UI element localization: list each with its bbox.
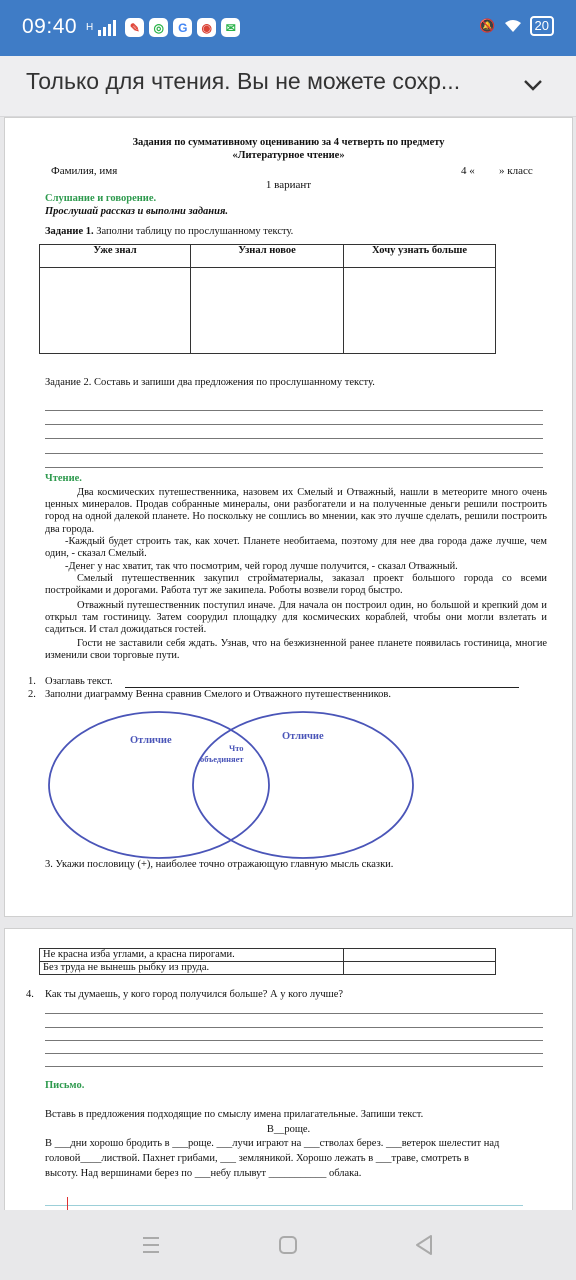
q1-text: Озаглавь текст. <box>45 676 113 687</box>
proverb-cell: Не красна изба углами, а красна пирогами. <box>40 949 344 962</box>
status-bar <box>0 0 576 56</box>
task1-heading <box>45 226 293 237</box>
app-notification-icon: ✎ <box>125 18 144 37</box>
writing-text-line: высоту. Над вершинами берез по ___небу плывут ___________ облака. <box>45 1168 362 1179</box>
story-paragraph: Смелый путешественник закупил стройматериалы, заказал проект большого города со всеми постройками и дорогами. Работа тут же закипела. Роботы возвели город быстро. <box>45 573 547 597</box>
table-row <box>40 962 496 975</box>
table-header-row <box>40 245 496 268</box>
table-row <box>40 949 496 962</box>
read-only-banner <box>0 56 576 117</box>
venn-center-label-1: Что <box>229 743 244 753</box>
recent-apps-icon[interactable] <box>141 1235 161 1255</box>
table-cell <box>344 268 496 354</box>
section-reading: Чтение. <box>45 473 82 484</box>
venn-diagram <box>45 706 417 864</box>
table-cell <box>191 268 344 354</box>
document-page-2 <box>4 928 573 1212</box>
app-notification-icon: ◎ <box>149 18 168 37</box>
answer-line <box>45 467 543 468</box>
answer-line <box>45 1205 523 1206</box>
answer-line <box>45 424 543 425</box>
google-icon: G <box>173 18 192 37</box>
listening-instruction: Прослушай рассказ и выполни задания. <box>45 206 229 217</box>
grade-label-end: » класс <box>499 165 533 177</box>
table-cell <box>40 268 191 354</box>
task1-text: Заполни таблицу по прослушанному тексту. <box>93 226 294 237</box>
proverbs-table <box>39 948 496 975</box>
answer-line <box>45 1066 543 1067</box>
writing-title: В__роще. <box>266 1124 311 1135</box>
proverb-mark-cell <box>344 962 496 975</box>
q2-number: 2. <box>28 689 36 700</box>
variant-label: 1 вариант <box>265 179 312 191</box>
story-paragraph: Два космических путешественника, назовем их Смелый и Отважный, нашли в метеорите много очень ценных минералов. Продав собранные минералы, они разбогатели и на полученные деньги решили построить город на одной далекой планете. Но поскольку не сошлись во мнении, как это лучше сделать, решили построить два города. <box>45 487 547 535</box>
answer-line <box>125 687 519 688</box>
doc-title-line-1: Задания по суммативному оцениванию за 4 четверть по предмету <box>132 137 445 148</box>
document-page-1 <box>4 117 573 917</box>
q1-number: 1. <box>28 676 36 687</box>
name-label: Фамилия, имя <box>51 165 118 177</box>
venn-left-circle <box>49 712 269 858</box>
doc-title-line-2: «Литературное чтение» <box>232 150 345 161</box>
writing-text-line: головой____листвой. Пахнет грибами, ___ земляникой. Хорошо лежать в ___траве, смотреть в <box>45 1153 469 1164</box>
knowledge-table <box>39 244 496 354</box>
system-navigation-bar <box>0 1210 576 1280</box>
writing-text-line: В ___дни хорошо бродить в ___роще. ___лучи играют на ___стволах берез. ___ветерок шелестит над <box>45 1138 500 1149</box>
story-paragraph: -Каждый будет строить так, как хочет. Планете необитаема, поэтому для нее два города даже лучше, чем один, - сказал Смелый. <box>45 536 547 560</box>
table-header-cell: Хочу узнать больше <box>344 245 496 268</box>
answer-line <box>45 1053 543 1054</box>
chevron-down-icon[interactable] <box>518 70 548 100</box>
status-left-icons <box>86 18 240 37</box>
wifi-icon <box>504 19 522 33</box>
chrome-icon: ◉ <box>197 18 216 37</box>
banner-title: Только для чтения. Вы не можете сохр... <box>26 68 461 94</box>
table-header-cell: Уже знал <box>40 245 191 268</box>
mute-icon: 🔕 <box>479 18 496 33</box>
mail-icon: ✉ <box>221 18 240 37</box>
back-icon[interactable] <box>414 1234 434 1256</box>
signal-icon <box>98 20 120 36</box>
grade-label-start: 4 « <box>461 165 475 177</box>
table-row <box>40 268 496 354</box>
proverb-mark-cell <box>344 949 496 962</box>
margin-mark <box>67 1197 68 1211</box>
clock: 09:40 <box>22 15 78 38</box>
q4-number: 4. <box>26 989 34 1000</box>
answer-line <box>45 453 543 454</box>
story-paragraph: Гости не заставили себя ждать. Узнав, что на безжизненной ранее планете появилась гостиница, многие изменили свои торговые пути. <box>45 638 547 662</box>
writing-instruction: Вставь в предложения подходящие по смыслу имена прилагательные. Запиши текст. <box>45 1109 424 1120</box>
table-header-cell: Узнал новое <box>191 245 344 268</box>
proverb-cell: Без труда не вынешь рыбку из пруда. <box>40 962 344 975</box>
venn-left-label: Отличие <box>130 735 172 746</box>
task2-heading: Задание 2. Составь и запиши два предложения по прослушанному тексту. <box>45 377 375 388</box>
q4-text: Как ты думаешь, у кого город получился больше? А у кого лучше? <box>45 989 344 1000</box>
answer-line <box>45 1027 543 1028</box>
answer-line <box>45 438 543 439</box>
home-icon[interactable] <box>278 1235 298 1255</box>
answer-line <box>45 1013 543 1014</box>
section-writing: Письмо. <box>45 1080 85 1091</box>
q2-text: Заполни диаграмму Венна сравнив Смелого и Отважного путешественников. <box>45 689 392 700</box>
q3-text: 3. Укажи пословицу (+), наиболее точно отражающую главную мысль сказки. <box>45 859 394 870</box>
battery-icon: 20 <box>530 16 554 36</box>
status-right-icons <box>479 16 554 36</box>
section-listening: Слушание и говорение. <box>45 193 157 204</box>
venn-right-label: Отличие <box>282 731 324 742</box>
story-paragraph: Отважный путешественник поступил иначе. Для начала он построил один, но большой и крепкий дом и открыл там гостиницу. Затем соорудил площадку для космических кораблей, чтобы они могли взлетать и садиться. И стал дожидаться гостей. <box>45 600 547 636</box>
answer-line <box>45 410 543 411</box>
network-type-icon: H <box>86 21 94 33</box>
venn-center-label-2: объединяет <box>200 754 244 764</box>
story-paragraph: -Денег у нас хватит, так что посмотрим, чей город лучше получится, - сказал Отважный. <box>65 561 458 572</box>
answer-line <box>45 1040 543 1041</box>
task1-number: Задание 1. <box>45 226 94 237</box>
